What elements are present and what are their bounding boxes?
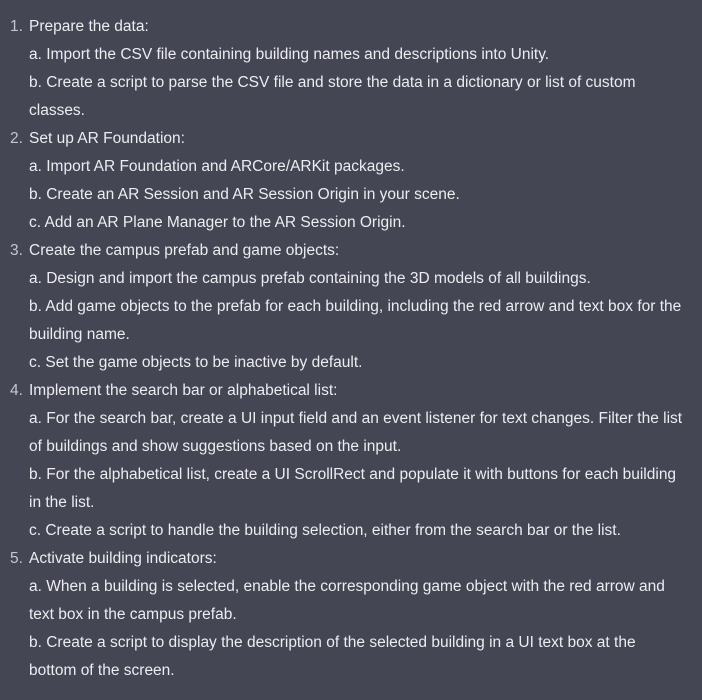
substep-text: b. Create a script to display the description of the selected building in a UI text box at the bottom of the screen. — [29, 634, 636, 679]
step-number: 4. — [10, 382, 23, 399]
substep-item — [10, 629, 692, 685]
step-item — [10, 545, 692, 685]
substep-text: a. For the search bar, create a UI input field and an event listener for text changes. Filter the list of buildings and show suggestions based on the input. — [29, 410, 683, 455]
substep-item — [10, 405, 692, 461]
step-heading — [10, 545, 692, 573]
step-number: 1. — [10, 18, 23, 35]
steps-list — [10, 13, 692, 685]
substep-text: a. Design and import the campus prefab containing the 3D models of all buildings. — [29, 270, 591, 287]
substep-item — [10, 209, 692, 237]
step-heading — [10, 377, 692, 405]
substep-text: c. Add an AR Plane Manager to the AR Session Origin. — [29, 214, 406, 231]
substep-item — [10, 517, 692, 545]
substep-list — [10, 153, 692, 237]
substep-list — [10, 41, 692, 125]
substep-text: b. Create a script to parse the CSV file and store the data in a dictionary or list of custom classes. — [29, 74, 636, 119]
step-title: Set up AR Foundation: — [29, 130, 185, 147]
substep-text: a. Import the CSV file containing building names and descriptions into Unity. — [29, 46, 550, 63]
substep-item — [10, 153, 692, 181]
substep-item — [10, 69, 692, 125]
substep-text: c. Set the game objects to be inactive by default. — [29, 354, 363, 371]
substep-item — [10, 461, 692, 517]
step-number: 5. — [10, 550, 23, 567]
substep-list — [10, 405, 692, 545]
substep-item — [10, 349, 692, 377]
substep-list — [10, 573, 692, 685]
substep-item — [10, 573, 692, 629]
substep-text: b. Add game objects to the prefab for each building, including the red arrow and text box for the building name. — [29, 298, 682, 343]
step-heading — [10, 125, 692, 153]
step-item — [10, 13, 692, 125]
step-item — [10, 377, 692, 545]
step-item — [10, 125, 692, 237]
step-heading — [10, 237, 692, 265]
substep-text: a. When a building is selected, enable the corresponding game object with the red arrow and text box in the campus prefab. — [29, 578, 665, 623]
step-item — [10, 237, 692, 377]
substep-item — [10, 41, 692, 69]
substep-item — [10, 181, 692, 209]
substep-item — [10, 293, 692, 349]
substep-text: b. Create an AR Session and AR Session Origin in your scene. — [29, 186, 460, 203]
substep-text: c. Create a script to handle the building selection, either from the search bar or the list. — [29, 522, 621, 539]
substep-text: b. For the alphabetical list, create a UI ScrollRect and populate it with buttons for each building in the list. — [29, 466, 677, 511]
step-number: 2. — [10, 130, 23, 147]
step-title: Implement the search bar or alphabetical list: — [29, 382, 338, 399]
step-title: Prepare the data: — [29, 18, 149, 35]
step-heading — [10, 13, 692, 41]
substep-item — [10, 265, 692, 293]
substep-text: a. Import AR Foundation and ARCore/ARKit packages. — [29, 158, 405, 175]
step-title: Create the campus prefab and game objects: — [29, 242, 340, 259]
step-number: 3. — [10, 242, 23, 259]
step-title: Activate building indicators: — [29, 550, 217, 567]
substep-list — [10, 265, 692, 377]
